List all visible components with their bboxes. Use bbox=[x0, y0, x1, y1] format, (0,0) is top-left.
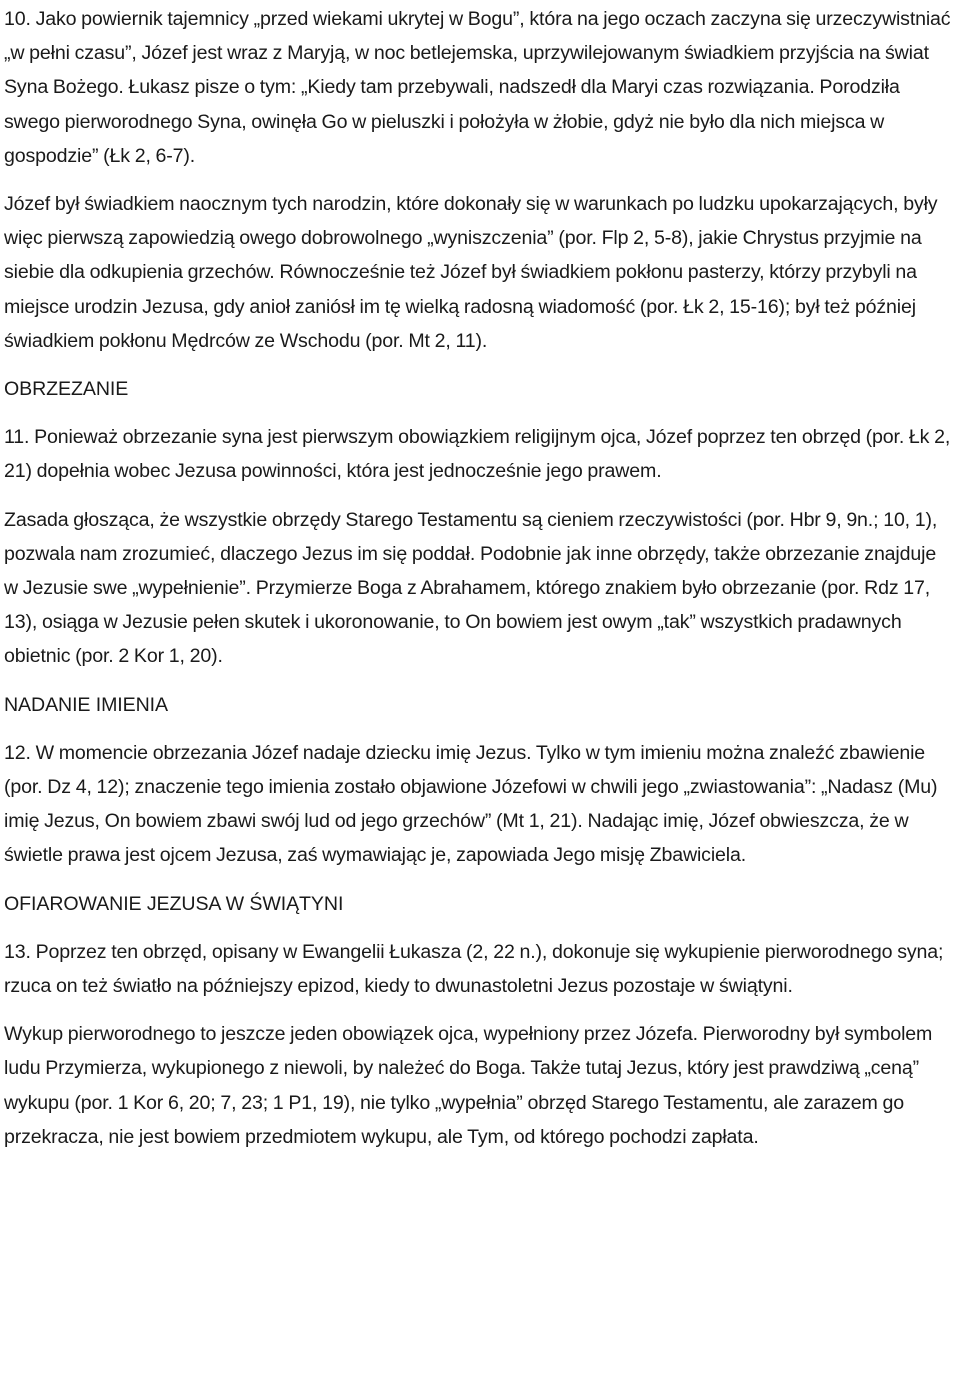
paragraph-old-testament-rites: Zasada głosząca, że wszystkie obrzędy Starego Testamentu są cieniem rzeczywistości (por. Hbr 9, 9n.; 10, 1), pozwala nam zrozumieć, dlaczego Jezus im się poddał. Podobnie jak inne obrzędy, także obrzezanie znajduje w Jezusie swe „wypełnienie”. Przymierze Boga z Abrahamem, którego znakiem było obrzezanie (por. Rdz 17, 13), osiąga w Jezusie pełen skutek i ukoronowanie, to On bowiem jest owym „tak” wszystkich pradawnych obietnic (por. 2 Kor 1, 20). bbox=[4, 508, 938, 668]
section-heading-obrzezanie: OBRZEZANIE bbox=[4, 378, 129, 401]
paragraph-redemption-firstborn: Wykup pierworodnego to jeszcze jeden obowiązek ojca, wypełniony przez Józefa. Pierworodny był symbolem ludu Przymierza, wykupionego z niewoli, by należeć do Boga. Także tutaj Jezus, który jest prawdziwą „ceną” wykupu (por. 1 Kor 6, 20; 7, 23; 1 P1, 19), nie tylko „wypełnia” obrzęd Starego Testamentu, ale zarazem go przekracza, nie jest bowiem przedmiotem wykupu, ale Tym, od którego pochodzi zapłata. bbox=[4, 1023, 933, 1148]
paragraph-10-nativity: 10. Jako powiernik tajemnicy „przed wiekami ukrytej w Bogu”, która na jego oczach zaczyna się urzeczywistniać „w pełni czasu”, Józef jest wraz z Maryją, w noc betlejemska, uprzywilejowanym świadkiem przyjścia na świat Syna Bożego. Łukasz pisze o tym: „Kiedy tam przebywali, nadszedł dla Maryi czas rozwiązania. Porodziła swego pierworodnego Syna, owinęła Go w pieluszki i położyła w żłobie, gdyż nie było dla nich miejsca w gospodzie” (Łk 2, 6-7). bbox=[4, 8, 951, 167]
paragraph-13-presentation: 13. Poprzez ten obrzęd, opisany w Ewangelii Łukasza (2, 22 n.), dokonuje się wykupienie pierworodnego syna; rzuca on też światło na późniejszy epizod, kiedy to dwunastoletni Jezus pozostaje w świątyni. bbox=[4, 940, 944, 998]
section-heading-ofiarowanie: OFIAROWANIE JEZUSA W ŚWIĄTYNI bbox=[4, 892, 344, 915]
section-heading-nadanie-imienia: NADANIE IMIENIA bbox=[4, 693, 168, 716]
paragraph-11-circumcision: 11. Ponieważ obrzezanie syna jest pierwszym obowiązkiem religijnym ojca, Józef poprzez ten obrzęd (por. Łk 2, 21) dopełnia wobec Jezusa powinności, która jest jednocześnie jego prawem. bbox=[4, 426, 951, 483]
paragraph-12-naming: 12. W momencie obrzezania Józef nadaje dziecku imię Jezus. Tylko w tym imieniu można znaleźć zbawienie (por. Dz 4, 12); znaczenie tego imienia zostało objawione Józefowi w chwili jego „zwiastowania”: „Nadasz (Mu) imię Jezus, On bowiem zbawi swój lud od jego grzechów” (Mt 1, 21). Nadając imię, Józef obwieszcza, że w świetle prawa jest ojcem Jezusa, zaś wymawiając je, zapowiada Jego misję Zbawiciela. bbox=[4, 741, 938, 867]
paragraph-joseph-witness: Józef był świadkiem naocznym tych narodzin, które dokonały się w warunkach po ludzku upokarzających, były więc pierwszą zapowiedzią owego dobrowolnego „wyniszczenia” (por. Flp 2, 5-8), jakie Chrystus przyjmie na siebie dla odkupienia grzechów. Równocześnie też Józef był świadkiem pokłonu pasterzy, którzy przybyli na miejsce urodzin Jezusa, gdy anioł zaniósł im tę wielką radosną wiadomość (por. Łk 2, 15-16); był też później świadkiem pokłonu Mędrców ze Wschodu (por. Mt 2, 11). bbox=[4, 193, 938, 352]
